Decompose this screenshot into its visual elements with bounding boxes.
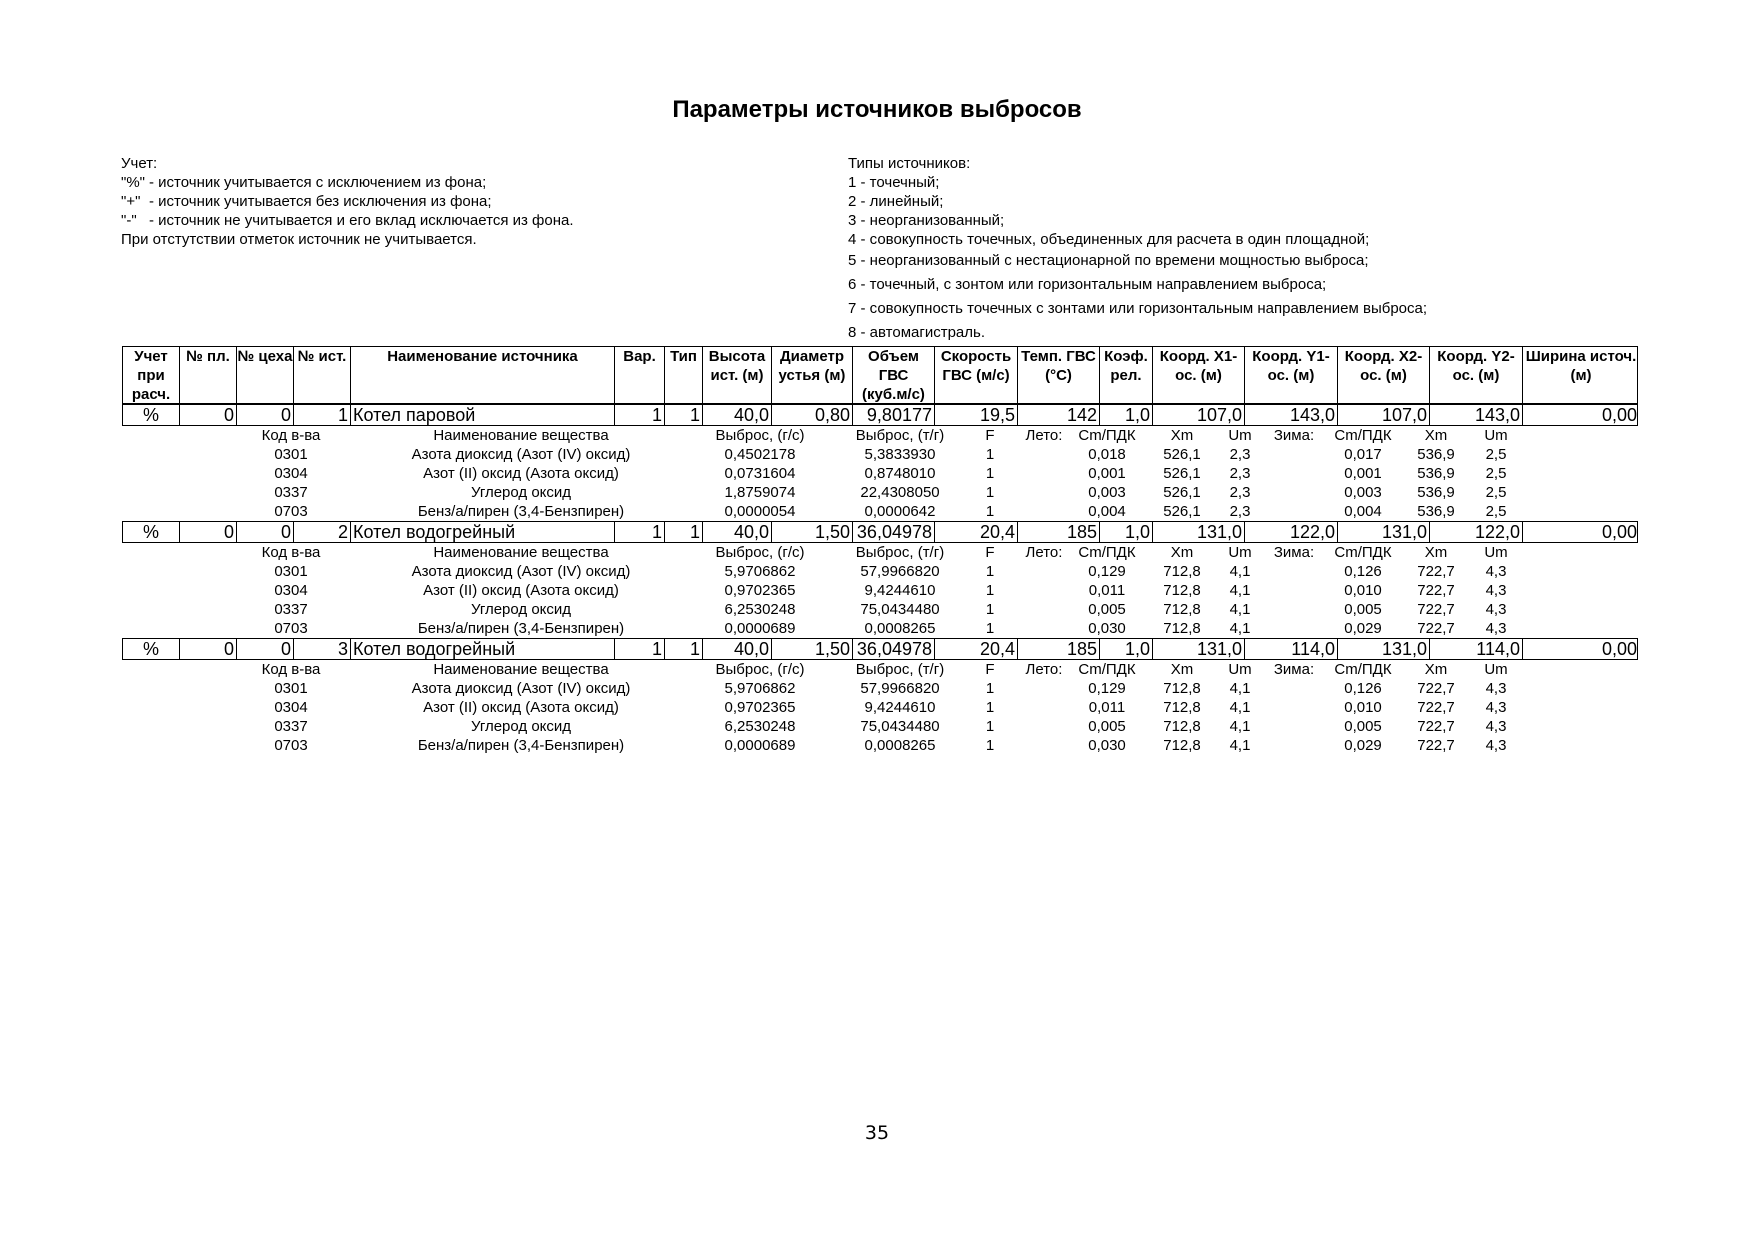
- emission-gs: 6,2530248: [724, 601, 796, 618]
- source-site-number: 0: [180, 522, 237, 542]
- source-coord-x2: 107,0: [1338, 405, 1430, 425]
- substance-code: 0301: [274, 446, 308, 463]
- source-shop-number: 0: [237, 522, 294, 542]
- source-type-item: 2 - линейный;: [848, 193, 944, 210]
- source-diameter: 1,50: [772, 639, 853, 659]
- f-coef: 1: [985, 503, 995, 520]
- source-gas-speed: 19,5: [935, 405, 1018, 425]
- substance-header-winter-cm-pdk: Cm/ПДК: [1334, 544, 1392, 561]
- f-coef: 1: [985, 484, 995, 501]
- substance-code: 0703: [274, 620, 308, 637]
- source-source-number: 1: [294, 405, 351, 425]
- winter-xm: 536,9: [1417, 446, 1455, 463]
- summer-cm-pdk: 0,004: [1088, 503, 1126, 520]
- substance-code: 0304: [274, 465, 308, 482]
- substance-row: [122, 698, 1638, 717]
- substance-row: [122, 483, 1638, 502]
- substance-name: Азота диоксид (Азот (IV) оксид): [411, 563, 631, 580]
- winter-um: 4,3: [1485, 601, 1507, 618]
- header-coord-y1: Коорд. Y1-ос. (м): [1245, 347, 1338, 403]
- source-source-name: Котел водогрейный: [351, 522, 615, 542]
- substance-row: [122, 679, 1638, 698]
- winter-cm-pdk: 0,126: [1344, 563, 1382, 580]
- legend-text: - источник учитывается с исключением из фона;: [149, 174, 487, 191]
- source-variant: 1: [615, 405, 665, 425]
- summer-cm-pdk: 0,129: [1088, 680, 1126, 697]
- source-relief-coef: 1,0: [1100, 405, 1153, 425]
- f-coef: 1: [985, 582, 995, 599]
- emission-gs: 5,9706862: [724, 563, 796, 580]
- emission-ty: 5,3833930: [864, 446, 936, 463]
- header-gas-temp: Темп. ГВС (°С): [1018, 347, 1100, 403]
- substance-header-winter-xm: Xm: [1424, 544, 1448, 561]
- source-types-legend: [848, 154, 1427, 345]
- substance-name: Азота диоксид (Азот (IV) оксид): [411, 446, 631, 463]
- winter-um: 4,3: [1485, 699, 1507, 716]
- emission-ty: 22,4308050: [860, 484, 940, 501]
- source-gas-volume: 36,04978: [853, 522, 935, 542]
- substance-name: Углерод оксид: [470, 484, 572, 501]
- source-gas-volume: 36,04978: [853, 639, 935, 659]
- emission-sources-table: [122, 346, 1638, 755]
- source-source-type: 1: [665, 522, 703, 542]
- summer-cm-pdk: 0,030: [1088, 620, 1126, 637]
- substance-header-emission-gs: Выброс, (г/с): [715, 661, 805, 678]
- substance-header-winter-label: Зима:: [1273, 427, 1315, 444]
- winter-cm-pdk: 0,005: [1344, 718, 1382, 735]
- substance-header-f-coef: F: [985, 661, 995, 678]
- legend-mark: "%": [121, 174, 145, 191]
- winter-um: 4,3: [1485, 718, 1507, 735]
- source-gas-temp: 185: [1018, 522, 1100, 542]
- substance-header-summer-um: Um: [1228, 427, 1252, 444]
- summer-um: 4,1: [1229, 718, 1251, 735]
- winter-um: 2,5: [1485, 503, 1507, 520]
- source-account: %: [123, 522, 180, 542]
- header-variant: Вар.: [615, 347, 665, 403]
- summer-um: 4,1: [1229, 582, 1251, 599]
- winter-um: 4,3: [1485, 620, 1507, 637]
- substance-header-summer-xm: Xm: [1170, 544, 1194, 561]
- substance-name: Бенз/а/пирен (3,4-Бензпирен): [417, 620, 625, 637]
- f-coef: 1: [985, 699, 995, 716]
- accounting-legend-item: [121, 192, 574, 211]
- substance-code: 0304: [274, 699, 308, 716]
- winter-xm: 722,7: [1417, 737, 1455, 754]
- winter-xm: 722,7: [1417, 718, 1455, 735]
- summer-xm: 526,1: [1163, 484, 1201, 501]
- substance-header-emission-ty: Выброс, (т/г): [855, 427, 945, 444]
- substance-header-f-coef: F: [985, 427, 995, 444]
- substance-header-emission-ty: Выброс, (т/г): [855, 544, 945, 561]
- substance-header-substance-code: Код в-ва: [261, 544, 321, 561]
- f-coef: 1: [985, 601, 995, 618]
- summer-xm: 712,8: [1163, 737, 1201, 754]
- substance-name: Бенз/а/пирен (3,4-Бензпирен): [417, 503, 625, 520]
- summer-cm-pdk: 0,011: [1088, 699, 1126, 716]
- substance-row: [122, 562, 1638, 581]
- source-shop-number: 0: [237, 639, 294, 659]
- substance-header-emission-gs: Выброс, (г/с): [715, 544, 805, 561]
- substance-header-winter-um: Um: [1484, 544, 1508, 561]
- source-source-name: Котел водогрейный: [351, 639, 615, 659]
- accounting-legend: [121, 154, 574, 249]
- source-type-item: 8 - автомагистраль.: [848, 324, 985, 341]
- source-type-item: 7 - совокупность точечных с зонтами или горизонтальным направлением выброса;: [848, 300, 1428, 317]
- legend-mark: "+": [121, 193, 141, 210]
- source-site-number: 0: [180, 405, 237, 425]
- winter-um: 2,5: [1485, 446, 1507, 463]
- f-coef: 1: [985, 465, 995, 482]
- source-source-width: 0,00: [1601, 522, 1637, 542]
- substance-code: 0337: [274, 484, 308, 501]
- header-coord-y2: Коорд. Y2-ос. (м): [1430, 347, 1523, 403]
- emission-gs: 0,0731604: [724, 465, 796, 482]
- source-gas-temp: 142: [1018, 405, 1100, 425]
- substance-header-winter-um: Um: [1484, 427, 1508, 444]
- summer-um: 4,1: [1229, 601, 1251, 618]
- substance-row: [122, 581, 1638, 600]
- summer-xm: 712,8: [1163, 699, 1201, 716]
- emission-gs: 6,2530248: [724, 718, 796, 735]
- substance-header-winter-label: Зима:: [1273, 661, 1315, 678]
- source-gas-speed: 20,4: [935, 639, 1018, 659]
- summer-cm-pdk: 0,001: [1088, 465, 1126, 482]
- substance-row: [122, 619, 1638, 638]
- header-gas-speed: Скорость ГВС (м/с): [935, 347, 1018, 403]
- source-type-item: 1 - точечный;: [848, 174, 940, 191]
- substance-code: 0301: [274, 563, 308, 580]
- winter-cm-pdk: 0,126: [1344, 680, 1382, 697]
- source-coord-y1: 114,0: [1245, 639, 1338, 659]
- winter-xm: 536,9: [1417, 465, 1455, 482]
- source-coord-x1: 107,0: [1153, 405, 1245, 425]
- source-diameter: 1,50: [772, 522, 853, 542]
- substance-name: Углерод оксид: [470, 601, 572, 618]
- winter-xm: 722,7: [1417, 563, 1455, 580]
- f-coef: 1: [985, 737, 995, 754]
- source-source-number: 2: [294, 522, 351, 542]
- summer-xm: 712,8: [1163, 620, 1201, 637]
- emission-gs: 0,0000689: [724, 737, 796, 754]
- summer-xm: 526,1: [1163, 465, 1201, 482]
- summer-um: 4,1: [1229, 620, 1251, 637]
- winter-um: 2,5: [1485, 465, 1507, 482]
- header-account: Учет при расч.: [123, 347, 180, 403]
- substance-header-substance-name: Наименование вещества: [433, 661, 609, 678]
- substance-name: Азот (II) оксид (Азота оксид): [423, 582, 619, 599]
- substance-header-row: [122, 660, 1638, 679]
- legend-text: - источник не учитывается и его вклад исключается из фона.: [149, 212, 574, 229]
- source-source-type: 1: [665, 405, 703, 425]
- source-account: %: [123, 639, 180, 659]
- winter-cm-pdk: 0,010: [1344, 582, 1382, 599]
- substance-code: 0304: [274, 582, 308, 599]
- page-title: Параметры источников выбросов: [672, 96, 1082, 123]
- summer-um: 2,3: [1229, 503, 1251, 520]
- source-diameter: 0,80: [772, 405, 853, 425]
- winter-cm-pdk: 0,005: [1344, 601, 1382, 618]
- source-coord-y2: 114,0: [1430, 639, 1523, 659]
- summer-um: 2,3: [1229, 484, 1251, 501]
- substance-header-row: [122, 543, 1638, 562]
- substance-header-winter-cm-pdk: Cm/ПДК: [1334, 661, 1392, 678]
- summer-xm: 526,1: [1163, 503, 1201, 520]
- source-type-item: 6 - точечный, с зонтом или горизонтальным направлением выброса;: [848, 276, 1327, 293]
- substance-code: 0703: [274, 503, 308, 520]
- emission-gs: 0,0000054: [724, 503, 796, 520]
- f-coef: 1: [985, 718, 995, 735]
- accounting-legend-heading: Учет:: [121, 155, 158, 172]
- substance-name: Бенз/а/пирен (3,4-Бензпирен): [417, 737, 625, 754]
- substance-row: [122, 736, 1638, 755]
- substance-block: [122, 660, 1638, 755]
- source-height: 40,0: [703, 522, 772, 542]
- source-source-name: Котел паровой: [351, 405, 615, 425]
- source-source-width: 0,00: [1601, 405, 1637, 425]
- winter-cm-pdk: 0,004: [1344, 503, 1382, 520]
- f-coef: 1: [985, 620, 995, 637]
- summer-cm-pdk: 0,018: [1088, 446, 1126, 463]
- summer-xm: 526,1: [1163, 446, 1201, 463]
- substance-header-summer-um: Um: [1228, 661, 1252, 678]
- winter-um: 4,3: [1485, 737, 1507, 754]
- winter-xm: 722,7: [1417, 680, 1455, 697]
- substance-header-row: [122, 426, 1638, 445]
- substance-code: 0703: [274, 737, 308, 754]
- source-source-width: 0,00: [1601, 639, 1637, 659]
- source-coord-y2: 122,0: [1430, 522, 1523, 542]
- source-type-item: 4 - совокупность точечных, объединенных для расчета в один площадной;: [848, 231, 1370, 248]
- winter-cm-pdk: 0,001: [1344, 465, 1382, 482]
- winter-cm-pdk: 0,017: [1344, 446, 1382, 463]
- f-coef: 1: [985, 446, 995, 463]
- substance-header-winter-um: Um: [1484, 661, 1508, 678]
- summer-cm-pdk: 0,003: [1088, 484, 1126, 501]
- summer-um: 2,3: [1229, 446, 1251, 463]
- header-coord-x2: Коорд. Х2-ос. (м): [1338, 347, 1430, 403]
- source-coord-x1: 131,0: [1153, 522, 1245, 542]
- substance-block: [122, 426, 1638, 521]
- winter-xm: 536,9: [1417, 484, 1455, 501]
- substance-code: 0337: [274, 718, 308, 735]
- source-account: %: [123, 405, 180, 425]
- substance-row: [122, 502, 1638, 521]
- substance-header-summer-cm-pdk: Cm/ПДК: [1078, 427, 1136, 444]
- summer-um: 4,1: [1229, 699, 1251, 716]
- substance-name: Углерод оксид: [470, 718, 572, 735]
- header-relief-coef: Коэф. рел.: [1100, 347, 1153, 403]
- substance-header-summer-label: Лето:: [1025, 544, 1063, 561]
- source-row: [122, 404, 1638, 426]
- substance-row: [122, 717, 1638, 736]
- winter-xm: 722,7: [1417, 601, 1455, 618]
- emission-gs: 5,9706862: [724, 680, 796, 697]
- source-height: 40,0: [703, 405, 772, 425]
- winter-xm: 722,7: [1417, 620, 1455, 637]
- source-coord-x1: 131,0: [1153, 639, 1245, 659]
- emission-gs: 0,0000689: [724, 620, 796, 637]
- emission-gs: 0,4502178: [724, 446, 796, 463]
- summer-cm-pdk: 0,005: [1088, 718, 1126, 735]
- source-coord-y1: 143,0: [1245, 405, 1338, 425]
- emission-ty: 57,9966820: [860, 680, 940, 697]
- emission-ty: 0,0000642: [864, 503, 936, 520]
- substance-header-emission-gs: Выброс, (г/с): [715, 427, 805, 444]
- header-site-number: № пл.: [180, 347, 237, 403]
- page-number: 35: [864, 1122, 890, 1144]
- source-variant: 1: [615, 639, 665, 659]
- source-coord-x2: 131,0: [1338, 639, 1430, 659]
- header-height: Высота ист. (м): [703, 347, 772, 403]
- substance-header-winter-xm: Xm: [1424, 427, 1448, 444]
- header-source-number: № ист.: [294, 347, 351, 403]
- substance-code: 0337: [274, 601, 308, 618]
- source-gas-volume: 9,80177: [853, 405, 935, 425]
- accounting-legend-item: [121, 173, 574, 192]
- source-type-item: 5 - неорганизованный с нестационарной по времени мощностью выброса;: [848, 252, 1369, 269]
- substance-header-winter-cm-pdk: Cm/ПДК: [1334, 427, 1392, 444]
- header-shop-number: № цеха: [237, 347, 294, 403]
- substance-block: [122, 543, 1638, 638]
- source-source-type: 1: [665, 639, 703, 659]
- substance-header-summer-xm: Xm: [1170, 661, 1194, 678]
- substance-header-summer-xm: Xm: [1170, 427, 1194, 444]
- source-row: [122, 638, 1638, 660]
- summer-xm: 712,8: [1163, 680, 1201, 697]
- source-source-number: 3: [294, 639, 351, 659]
- source-gas-speed: 20,4: [935, 522, 1018, 542]
- header-gas-volume: Объем ГВС (куб.м/с): [853, 347, 935, 403]
- summer-cm-pdk: 0,005: [1088, 601, 1126, 618]
- summer-um: 4,1: [1229, 563, 1251, 580]
- source-row: [122, 521, 1638, 543]
- source-coord-y2: 143,0: [1430, 405, 1523, 425]
- emission-ty: 57,9966820: [860, 563, 940, 580]
- winter-xm: 536,9: [1417, 503, 1455, 520]
- summer-cm-pdk: 0,129: [1088, 563, 1126, 580]
- summer-xm: 712,8: [1163, 582, 1201, 599]
- legend-mark: "-": [121, 212, 137, 229]
- source-coord-x2: 131,0: [1338, 522, 1430, 542]
- winter-cm-pdk: 0,010: [1344, 699, 1382, 716]
- substance-code: 0301: [274, 680, 308, 697]
- accounting-legend-item: [121, 211, 574, 230]
- summer-cm-pdk: 0,011: [1088, 582, 1126, 599]
- emission-ty: 0,8748010: [864, 465, 936, 482]
- summer-xm: 712,8: [1163, 718, 1201, 735]
- substance-name: Азот (II) оксид (Азота оксид): [423, 465, 619, 482]
- substance-row: [122, 445, 1638, 464]
- winter-um: 4,3: [1485, 563, 1507, 580]
- substance-header-summer-cm-pdk: Cm/ПДК: [1078, 544, 1136, 561]
- legend-text: - источник учитывается без исключения из фона;: [149, 193, 492, 210]
- summer-xm: 712,8: [1163, 563, 1201, 580]
- source-site-number: 0: [180, 639, 237, 659]
- source-relief-coef: 1,0: [1100, 522, 1153, 542]
- summer-xm: 712,8: [1163, 601, 1201, 618]
- winter-xm: 722,7: [1417, 699, 1455, 716]
- emission-gs: 0,9702365: [724, 582, 796, 599]
- substance-header-emission-ty: Выброс, (т/г): [855, 661, 945, 678]
- winter-cm-pdk: 0,029: [1344, 737, 1382, 754]
- f-coef: 1: [985, 563, 995, 580]
- source-shop-number: 0: [237, 405, 294, 425]
- summer-um: 2,3: [1229, 465, 1251, 482]
- table-header-row: [122, 346, 1638, 404]
- header-source-width: Ширина источ. (м): [1525, 348, 1637, 384]
- substance-header-substance-name: Наименование вещества: [433, 427, 609, 444]
- substance-name: Азот (II) оксид (Азота оксид): [423, 699, 619, 716]
- emission-gs: 1,8759074: [724, 484, 796, 501]
- winter-cm-pdk: 0,003: [1344, 484, 1382, 501]
- substance-header-summer-cm-pdk: Cm/ПДК: [1078, 661, 1136, 678]
- header-coord-x1: Коорд. Х1-ос. (м): [1153, 347, 1245, 403]
- substance-header-winter-label: Зима:: [1273, 544, 1315, 561]
- winter-um: 4,3: [1485, 582, 1507, 599]
- emission-ty: 0,0008265: [864, 737, 936, 754]
- substance-row: [122, 600, 1638, 619]
- f-coef: 1: [985, 680, 995, 697]
- header-source-name: Наименование источника: [351, 347, 615, 403]
- source-gas-temp: 185: [1018, 639, 1100, 659]
- summer-um: 4,1: [1229, 680, 1251, 697]
- substance-header-substance-code: Код в-ва: [261, 427, 321, 444]
- source-variant: 1: [615, 522, 665, 542]
- winter-cm-pdk: 0,029: [1344, 620, 1382, 637]
- emission-ty: 75,0434480: [860, 601, 940, 618]
- winter-xm: 722,7: [1417, 582, 1455, 599]
- summer-cm-pdk: 0,030: [1088, 737, 1126, 754]
- emission-ty: 75,0434480: [860, 718, 940, 735]
- substance-header-summer-label: Лето:: [1025, 427, 1063, 444]
- source-coord-y1: 122,0: [1245, 522, 1338, 542]
- emission-ty: 9,4244610: [864, 699, 936, 716]
- substance-header-summer-label: Лето:: [1025, 661, 1063, 678]
- source-type-item: 3 - неорганизованный;: [848, 212, 1005, 229]
- accounting-legend-note: При отстутствии отметок источник не учитывается.: [121, 231, 477, 248]
- source-height: 40,0: [703, 639, 772, 659]
- source-types-heading: Типы источников:: [848, 155, 971, 172]
- substance-header-winter-xm: Xm: [1424, 661, 1448, 678]
- header-source-type: Тип: [665, 347, 703, 403]
- header-diameter: Диаметр устья (м): [772, 347, 853, 403]
- substance-header-substance-name: Наименование вещества: [433, 544, 609, 561]
- source-relief-coef: 1,0: [1100, 639, 1153, 659]
- substance-header-f-coef: F: [985, 544, 995, 561]
- emission-ty: 0,0008265: [864, 620, 936, 637]
- substance-name: Азота диоксид (Азот (IV) оксид): [411, 680, 631, 697]
- substance-header-summer-um: Um: [1228, 544, 1252, 561]
- summer-um: 4,1: [1229, 737, 1251, 754]
- substance-row: [122, 464, 1638, 483]
- winter-um: 4,3: [1485, 680, 1507, 697]
- substance-header-substance-code: Код в-ва: [261, 661, 321, 678]
- winter-um: 2,5: [1485, 484, 1507, 501]
- emission-gs: 0,9702365: [724, 699, 796, 716]
- emission-ty: 9,4244610: [864, 582, 936, 599]
